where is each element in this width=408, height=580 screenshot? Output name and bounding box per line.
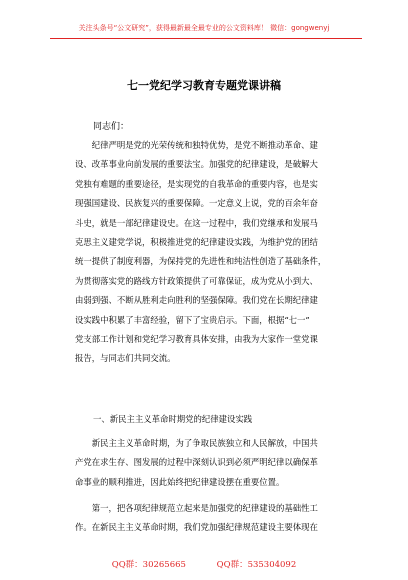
header-divider bbox=[50, 38, 362, 39]
footer-qq-group-1: QQ群：30265665 bbox=[111, 560, 186, 570]
paragraph-line: 第一，把各项纪律规范立起来是加强党的纪律建设的基础性工 bbox=[75, 503, 318, 513]
paragraph-line: 现强国建设、民族复兴的重要保障。一定意义上说，党的百余年奋 bbox=[75, 198, 318, 209]
salutation: 同志们： bbox=[93, 122, 130, 132]
header-banner: 关注头条号“公文研究”，获得最新最全最专业的公文资料库！ 微信：gongwenyj bbox=[78, 24, 330, 32]
paragraph-line: 为贯彻落实党的路线方针政策提供了可靠保证，成为党从小到大、 bbox=[75, 275, 318, 286]
paragraph-line: 统一提供了制度利器，为保持党的先进性和纯洁性创造了基础条件， bbox=[75, 256, 327, 267]
paragraph-2 bbox=[75, 434, 333, 492]
paragraph-line: 命事业的顺利推进，因此始终把纪律建设摆在重要位置。 bbox=[75, 476, 285, 487]
paragraph-line: 由弱到强、不断从胜利走向胜利的坚强保障。我们党在长期纪律建 bbox=[75, 295, 318, 306]
footer-qq-group-2: QQ群：535304092 bbox=[216, 560, 297, 570]
section-heading: 一、新民主主义革命时期党的纪律建设实践 bbox=[93, 414, 253, 424]
paragraph-line: 斗史，就是一部纪律建设史。在这一过程中，我们党继承和发展马 bbox=[75, 217, 318, 228]
paragraph-line: 设实践中积累了丰富经验，留下了宝贵启示。下面，根据“七一” bbox=[75, 314, 310, 325]
paragraph-1 bbox=[75, 136, 333, 369]
paragraph-line: 新民主主义革命时期，为了争取民族独立和人民解放，中国共 bbox=[75, 438, 318, 448]
paragraph-line: 设、改革事业向前发展的重要法宝。加强党的纪律建设，是破解大 bbox=[75, 159, 318, 170]
paragraph-line: 党支部工作计划和党纪学习教育具体安排，由我为大家作一堂党课 bbox=[75, 334, 318, 345]
paragraph-line: 作。在新民主主义革命时期，我们党加强纪律规范建设主要体现在 bbox=[75, 522, 318, 533]
page-title: 七一党纪学习教育专题党课讲稿 bbox=[127, 79, 281, 92]
footer bbox=[0, 558, 408, 570]
paragraph-3 bbox=[75, 499, 333, 538]
paragraph-line: 报告，与同志们共同交流。 bbox=[75, 353, 176, 364]
paragraph-line: 纪律严明是党的光荣传统和独特优势，是党不断推动革命、建 bbox=[75, 140, 318, 150]
paragraph-line: 产党在求生存、图发展的过程中深刻认识到必须严明纪律以确保革 bbox=[75, 457, 318, 468]
paragraph-line: 党独有难题的重要途径，是实现党的自我革命的重要内容，也是实 bbox=[75, 178, 318, 189]
paragraph-line: 克思主义建党学说，积极推进党的纪律建设实践，为维护党的团结 bbox=[75, 237, 318, 248]
